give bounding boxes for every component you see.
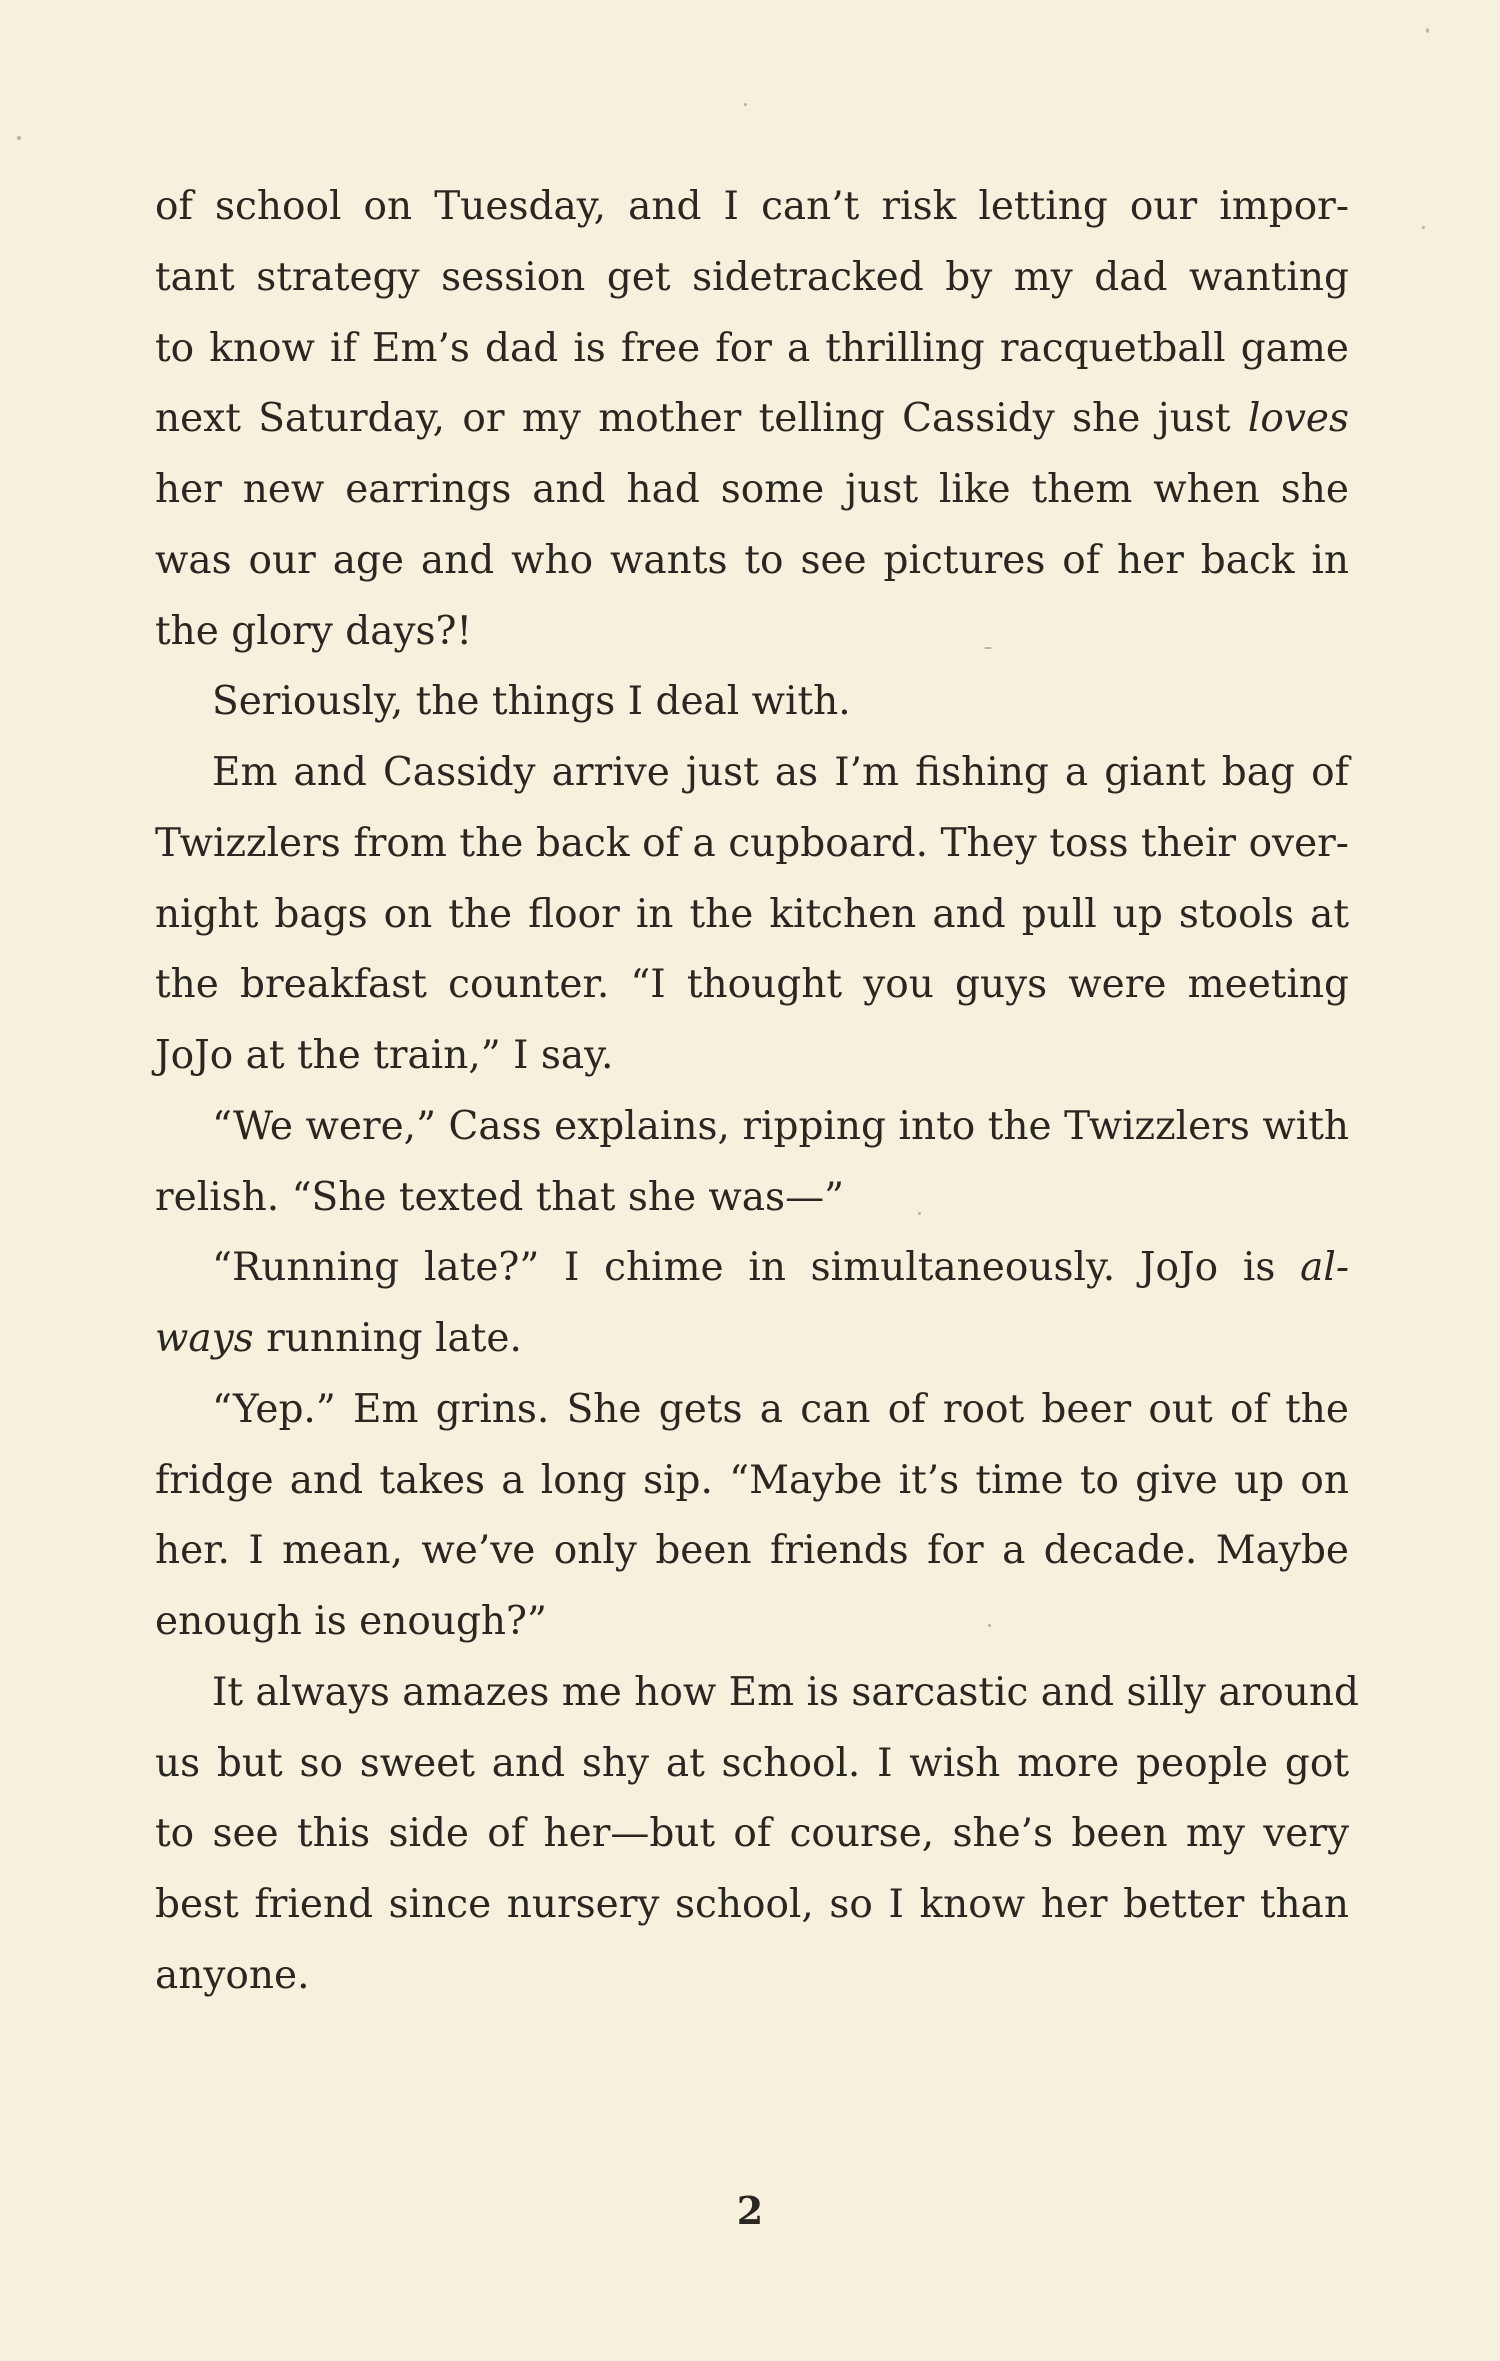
text-line — [155, 1233, 1349, 1304]
text-segment: best friend since nursery school, so I know her better than — [155, 1882, 1349, 1927]
scan-speck — [988, 1624, 991, 1627]
text-line — [155, 1516, 1349, 1587]
text-line — [155, 1729, 1349, 1800]
text-segment: the glory days?! — [155, 608, 473, 654]
text-segment: the breakfast counter. “I thought you guys were meeting — [155, 962, 1349, 1008]
text-line — [155, 1304, 1349, 1375]
text-segment: “We were,” Cass explains, ripping into the Twizzlers with — [212, 1103, 1349, 1149]
text-line — [155, 950, 1349, 1021]
text-segment: Em and Cassidy arrive just as I’m fishing a giant bag of — [212, 750, 1349, 795]
text-line — [155, 1092, 1349, 1163]
text-segment: tant strategy session get sidetracked by my dad wanting — [155, 254, 1349, 300]
text-segment: us but so sweet and shy at school. I wish more people got — [155, 1740, 1349, 1786]
text-line — [155, 809, 1349, 880]
text-segment: fridge and takes a long sip. “Maybe it’s time to give up on — [155, 1457, 1349, 1503]
text-segment: to see this side of her—but of course, she’s been my very — [155, 1811, 1349, 1857]
text-line — [155, 738, 1349, 809]
scan-speck — [17, 136, 21, 140]
text-line — [155, 1941, 1349, 2012]
italic-text: ways — [155, 1316, 254, 1361]
text-line — [155, 1163, 1349, 1234]
text-segment: to know if Em’s dad is free for a thrilling racquetball game — [155, 325, 1349, 371]
italic-text: al- — [1300, 1245, 1349, 1291]
text-segment: JoJo at the train,” I say. — [155, 1033, 614, 1078]
text-line — [155, 1658, 1359, 1729]
text-line — [155, 880, 1349, 951]
text-segment: night bags on the floor in the kitchen and pull up stools at — [155, 891, 1349, 937]
text-segment: Seriously, the things I deal with. — [212, 679, 851, 725]
text-line — [155, 1587, 1349, 1658]
scan-speck — [1426, 28, 1429, 33]
page-number: 2 — [736, 2188, 764, 2233]
text-line — [155, 597, 1349, 668]
text-line — [155, 384, 1349, 455]
text-segment: “Yep.” Em grins. She gets a can of root beer out of the — [212, 1386, 1349, 1432]
text-segment: Twizzlers from the back of a cupboard. They toss their over- — [155, 820, 1349, 866]
text-line — [155, 1375, 1349, 1446]
text-segment: next Saturday, or my mother telling Cassidy she just — [155, 396, 1248, 442]
text-segment: “Running late?” I chime in simultaneously. JoJo is — [212, 1245, 1301, 1291]
body-text — [155, 172, 1359, 2012]
text-segment: was our age and who wants to see pictures of her back in — [155, 537, 1349, 583]
text-segment: relish. “She texted that she was—” — [155, 1174, 845, 1220]
text-segment: of school on Tuesday, and I can’t risk letting our impor- — [155, 184, 1349, 229]
text-segment: running late. — [253, 1316, 522, 1361]
text-line — [155, 314, 1349, 385]
text-segment: her. I mean, we’ve only been friends for a decade. Maybe — [155, 1528, 1349, 1574]
text-line — [155, 1446, 1349, 1517]
text-segment: It always amazes me how Em is sarcastic and silly around — [212, 1669, 1359, 1715]
text-line — [155, 455, 1349, 526]
text-line — [155, 1021, 1349, 1092]
text-line — [155, 667, 1349, 738]
text-line — [155, 243, 1349, 314]
scan-speck — [744, 103, 747, 106]
text-line — [155, 1799, 1349, 1870]
text-segment: her new earrings and had some just like them when she — [155, 467, 1349, 512]
text-segment: enough is enough?” — [155, 1599, 547, 1644]
text-line — [155, 172, 1349, 243]
scan-speck — [984, 647, 992, 649]
scan-speck — [1422, 226, 1425, 229]
italic-text: loves — [1247, 396, 1349, 442]
scan-speck — [918, 1212, 921, 1215]
text-line — [155, 526, 1349, 597]
text-segment: anyone. — [155, 1952, 310, 1998]
text-line — [155, 1870, 1349, 1941]
